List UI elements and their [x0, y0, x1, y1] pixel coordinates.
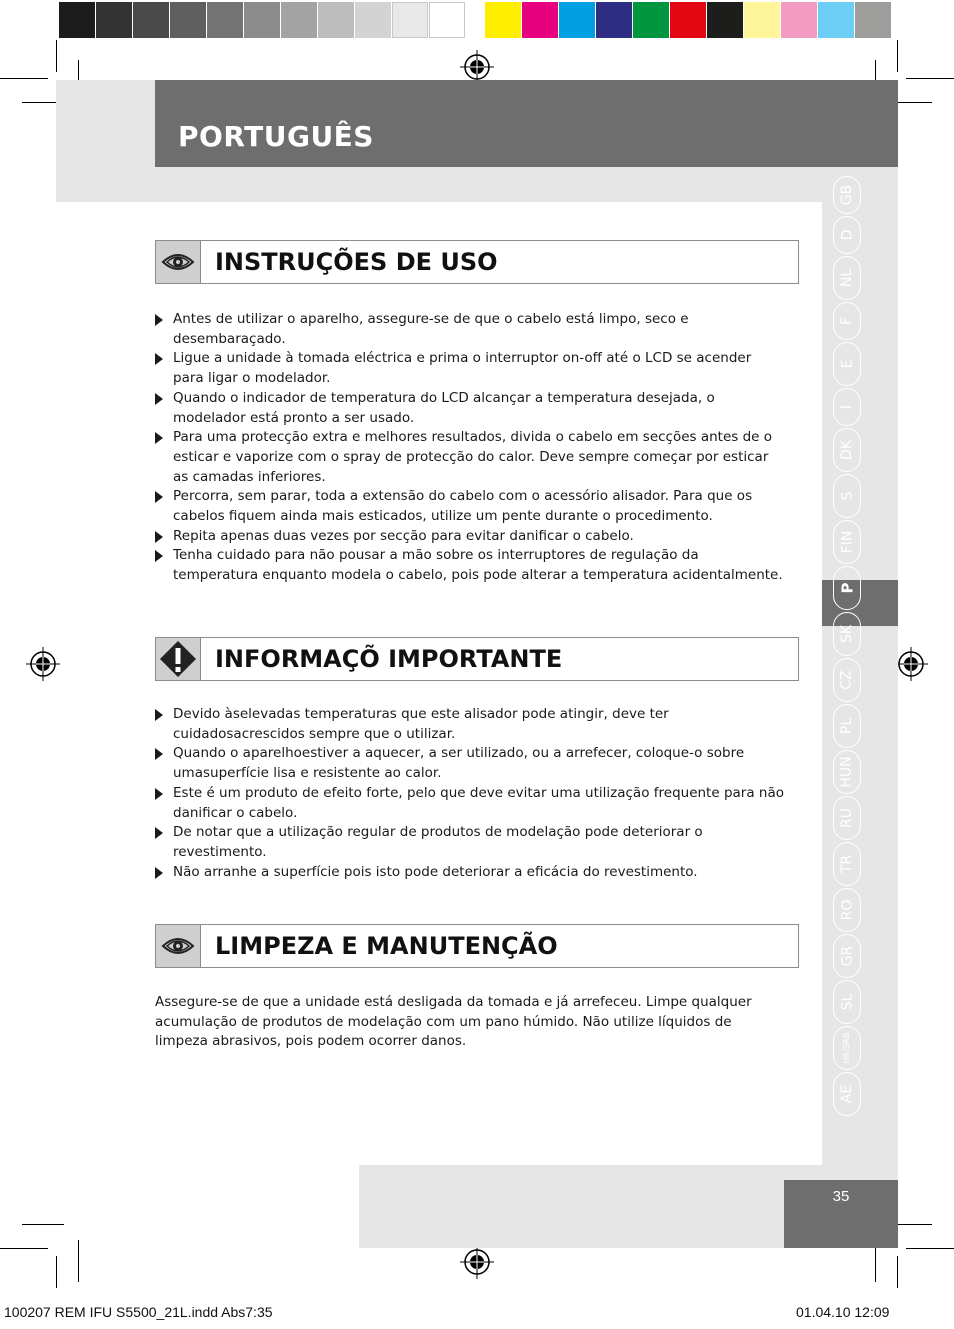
language-tab-ru[interactable] [833, 796, 861, 840]
crop-mark [56, 1256, 57, 1288]
language-tab-gb[interactable] [833, 176, 861, 214]
bullet-triangle-icon [155, 393, 163, 405]
list-item [155, 389, 785, 428]
list-item-text: Antes de utilizar o aparelho, assegure-se de que o cabelo está limpo, seco e desembaraçado. [173, 311, 689, 347]
bullet-triangle-icon [155, 867, 163, 879]
list-item-text: Não arranhe a superfície pois isto pode deteriorar a eficácia do revestimento. [173, 863, 698, 880]
list-item [155, 823, 785, 862]
list-item-text: Para uma protecção extra e melhores resultados, divida o cabelo em secções antes de o esticar e vaporize com o spray de protecção do calor. Deve sempre começar por esticar as camadas inferiores. [173, 429, 773, 485]
process-swatch [781, 2, 817, 38]
process-swatch [818, 2, 854, 38]
gray-swatch [133, 2, 169, 38]
language-tab-fin[interactable] [833, 520, 861, 564]
process-swatch [707, 2, 743, 38]
gray-swatch [207, 2, 243, 38]
language-tab-s[interactable] [833, 474, 861, 518]
list-item-text: Quando o aparelhoestiver a aquecer, a ser utilizado, ou a arrefecer, coloque-o sobre umasuperfície lisa e resistente ao calor. [173, 745, 745, 782]
gray-swatch [244, 2, 280, 38]
language-tab-sk[interactable] [833, 612, 861, 656]
list-item-text: Quando o indicador de temperatura do LCD alcançar a temperatura desejada, o modelador está pronto a ser usado. [173, 389, 715, 426]
warning-icon [156, 638, 201, 680]
language-tab-dk[interactable] [833, 428, 861, 472]
gray-color-bar [59, 2, 466, 38]
process-swatch [559, 2, 595, 38]
eye-icon [156, 241, 201, 283]
slug-date: 01.04.10 12:09 [796, 1304, 890, 1320]
language-tab-gr[interactable] [833, 934, 861, 978]
list-item [155, 428, 785, 487]
gray-swatch [318, 2, 354, 38]
gray-swatch [355, 2, 391, 38]
gray-swatch [59, 2, 95, 38]
crop-mark [906, 1248, 954, 1249]
crop-mark [897, 40, 898, 72]
list-item [155, 863, 785, 883]
language-tab-label: S [838, 491, 855, 501]
bullet-triangle-icon [155, 709, 163, 721]
process-swatch [670, 2, 706, 38]
language-tab-label: CZ [839, 670, 855, 690]
important-information-list [155, 705, 785, 882]
process-color-bar [485, 2, 892, 38]
registration-mark-icon [894, 647, 928, 681]
process-swatch [855, 2, 891, 38]
section-header-cleaning [155, 924, 799, 968]
language-tab-label: RO [839, 899, 855, 921]
language-tab-p[interactable] [833, 566, 861, 610]
cleaning-paragraph: Assegure-se de que a unidade está desligada da tomada e já arrefeceu. Limpe qualquer acumulação de produtos de modelação com um pano húmido. Não utilize líquidos de limpeza abrasivos, pois podem ocorrer danos. [155, 994, 752, 1050]
page-number: 35 [832, 1188, 850, 1205]
process-swatch [633, 2, 669, 38]
language-tab-label: F [839, 316, 855, 326]
language-tab-label: E [838, 359, 855, 369]
registration-mark-icon [26, 647, 60, 681]
language-tab-label: PL [839, 717, 855, 735]
list-item-text: Percorra, sem parar, toda a extensão do cabelo com o acessório alisador. Para que os cabelos fiquem ainda mais esticados, utilize um pente durante o procedimento. [173, 488, 753, 525]
gray-swatch [281, 2, 317, 38]
eye-icon [156, 925, 201, 967]
bullet-triangle-icon [155, 788, 163, 800]
list-item [155, 546, 785, 585]
crop-mark [78, 1240, 79, 1282]
process-swatch [596, 2, 632, 38]
gray-swatch [429, 2, 465, 38]
section-title: INSTRUÇÕES DE USO [215, 248, 498, 276]
bullet-triangle-icon [155, 550, 163, 562]
bullet-triangle-icon [155, 432, 163, 444]
language-tab-sl[interactable] [833, 980, 861, 1024]
language-tab-d[interactable] [833, 216, 861, 254]
language-tab-f[interactable] [833, 302, 861, 340]
language-tab-label: D [839, 229, 855, 241]
list-item-text: Ligue a unidade à tomada eléctrica e prima o interruptor on-off até o LCD se acender para ligar o modelador. [173, 350, 752, 387]
language-tab-cz[interactable] [833, 658, 861, 702]
language-tab-label: FIN [839, 530, 855, 554]
language-tab-label: AE [839, 1084, 855, 1104]
bullet-triangle-icon [155, 314, 163, 326]
language-tab-label: HR/SRB [842, 1032, 851, 1064]
bullet-triangle-icon [155, 748, 163, 760]
gray-swatch [170, 2, 206, 38]
language-tab-hun[interactable] [833, 750, 861, 794]
language-tab-nl[interactable] [833, 256, 861, 300]
registration-mark-icon [460, 50, 494, 84]
registration-mark-icon [460, 1245, 494, 1279]
crop-mark [0, 1248, 48, 1249]
language-tab-e[interactable] [833, 342, 861, 386]
crop-mark [0, 78, 48, 79]
language-tab-label: SL [839, 993, 855, 1011]
process-swatch [744, 2, 780, 38]
section-title: INFORMAÇÕ IMPORTANTE [215, 645, 563, 673]
language-tab-label: HUN [839, 756, 855, 788]
page-number-box [784, 1180, 898, 1248]
language-tab-tr[interactable] [833, 842, 861, 886]
gray-swatch [392, 2, 428, 38]
crop-mark [897, 1256, 898, 1288]
slug-file-info: 100207 REM IFU S5500_21L.indd Abs7:35 [4, 1304, 273, 1320]
language-tab-label: NL [839, 268, 855, 288]
list-item [155, 784, 785, 823]
list-item-text: Tenha cuidado para não pousar a mão sobre os interruptores de regulação da temperatura enquanto modela o cabelo, pois pode alterar a temperatura acidentalmente. [173, 547, 783, 584]
language-tab-label: I [838, 404, 855, 410]
language-tab-label: GB [838, 184, 855, 206]
gray-swatch [96, 2, 132, 38]
section-title: LIMPEZA E MANUTENÇÃO [215, 932, 558, 960]
language-tab-i[interactable] [833, 388, 861, 426]
language-tab-ae[interactable] [833, 1072, 861, 1116]
section-header-important [155, 637, 799, 681]
language-tab-label: DK [839, 440, 855, 460]
language-tab-label: RU [838, 808, 855, 828]
bullet-triangle-icon [155, 353, 163, 365]
list-item [155, 349, 785, 388]
list-item [155, 527, 785, 547]
crop-mark [56, 40, 57, 72]
list-item-text: De notar que a utilização regular de produtos de modelação pode deteriorar o revestimento. [173, 824, 703, 860]
bullet-triangle-icon [155, 531, 163, 543]
language-tab-label: P [838, 582, 856, 594]
language-tab-hr-srb[interactable] [833, 1026, 861, 1070]
language-tab-pl[interactable] [833, 704, 861, 748]
list-item [155, 487, 785, 526]
list-item-text: Devido àselevadas temperaturas que este alisador pode atingir, deve ter cuidadosacrescidos sempre que o utilizar. [173, 706, 669, 742]
usage-instructions-list [155, 310, 785, 586]
bullet-triangle-icon [155, 491, 163, 503]
list-item [155, 310, 785, 349]
language-tab-label: TR [839, 854, 855, 874]
bullet-triangle-icon [155, 827, 163, 839]
list-item [155, 744, 785, 783]
list-item [155, 705, 785, 744]
process-swatch [485, 2, 521, 38]
language-tab-ro[interactable] [833, 888, 861, 932]
crop-mark [22, 1224, 64, 1225]
crop-mark [906, 78, 954, 79]
list-item-text: Repita apenas duas vezes por secção para evitar danificar o cabelo. [173, 527, 634, 544]
process-swatch [522, 2, 558, 38]
section-header-usage [155, 240, 799, 284]
language-tab-label: SK [838, 624, 855, 644]
language-tab-label: GR [838, 945, 855, 967]
page-title: PORTUGUÊS [178, 120, 374, 153]
list-item-text: Este é um produto de efeito forte, pelo que deve evitar uma utilização frequente para não danificar o cabelo. [173, 784, 784, 821]
